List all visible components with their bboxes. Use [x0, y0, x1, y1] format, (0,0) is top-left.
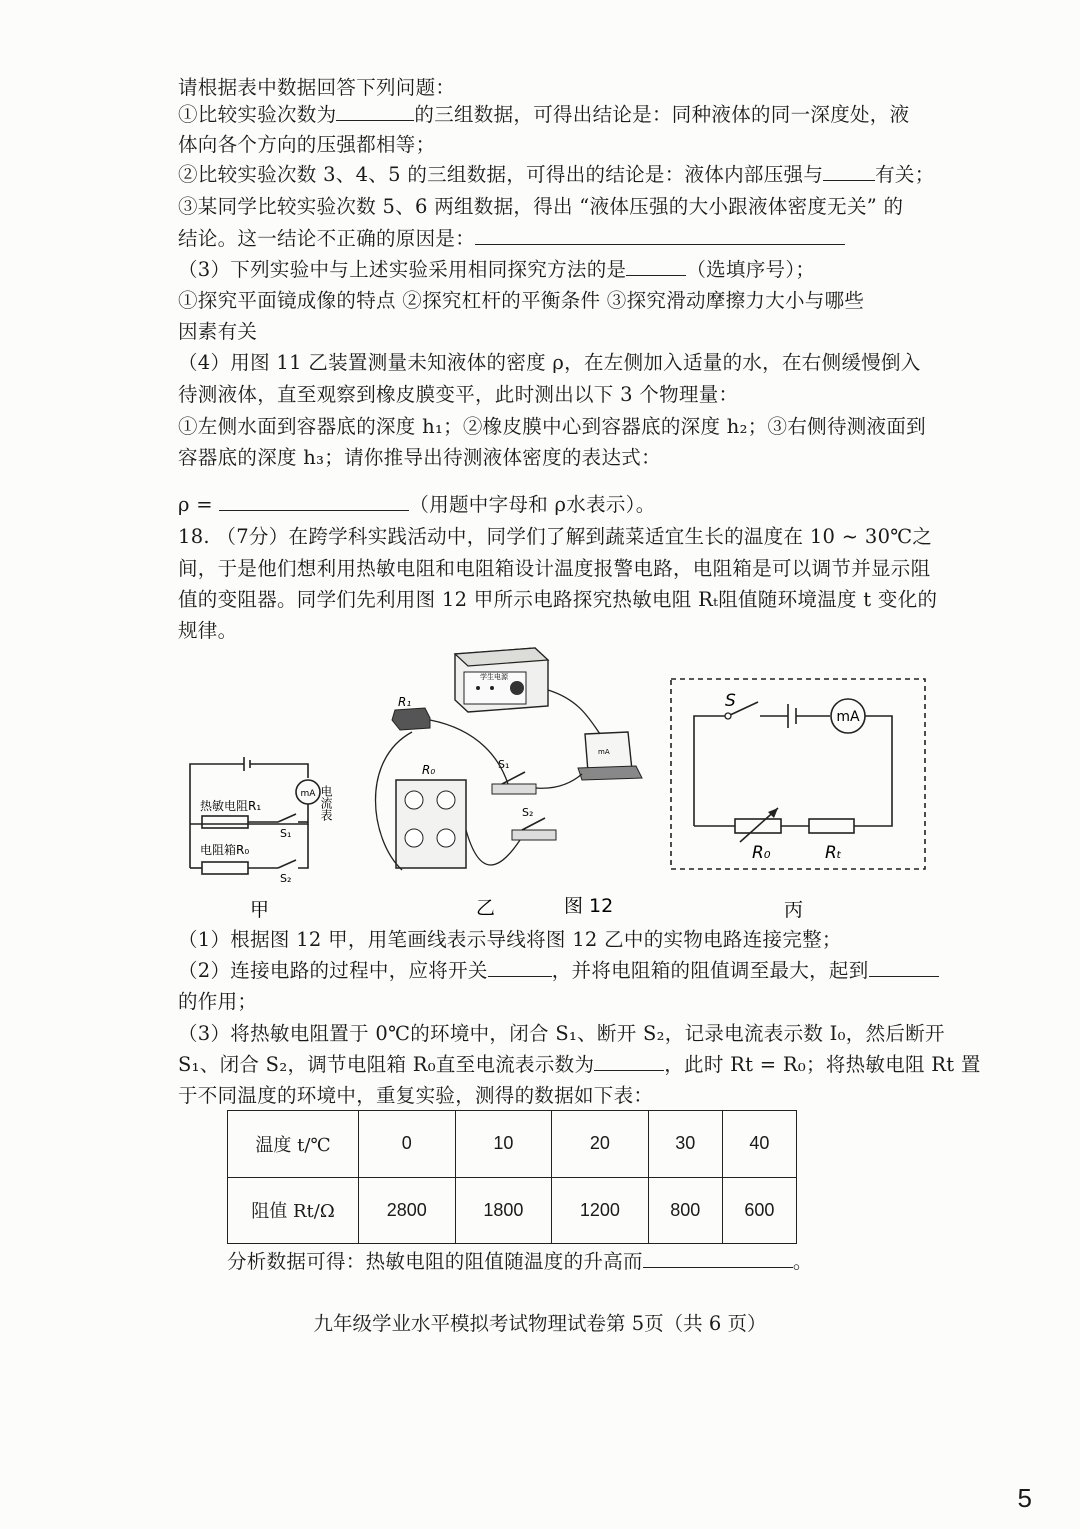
text-line: 的作用；: [178, 990, 258, 1013]
answer-blank[interactable]: [336, 104, 414, 121]
text-segment: ，并将电阻箱的阻值调至最大，起到: [551, 959, 869, 982]
text-line: （3）将热敏电阻置于 0℃的环境中，闭合 S₁、断开 S₂，记录电流表示数 I₀，然后断开: [178, 1022, 945, 1045]
meter-symbol: mA: [300, 789, 316, 799]
answer-blank[interactable]: [823, 164, 875, 181]
page-footer: 九年级学业水平模拟考试物理试卷第 5页（共 6 页）: [313, 1312, 767, 1335]
text-line: 规律。: [178, 619, 238, 642]
table-cell: 1200: [552, 1177, 649, 1244]
circuit-diagrams: [180, 640, 940, 930]
question-line: [227, 1248, 987, 1276]
text-line: 值的变阻器。同学们先利用图 12 甲所示电路探究热敏电阻 Rₜ阻值随环境温度 t 变化的: [178, 588, 938, 611]
text-line: ①左侧水面到容器底的深度 h₁；②橡皮膜中心到容器底的深度 h₂；③右侧待测液面到: [178, 415, 926, 438]
answer-blank[interactable]: [869, 960, 939, 977]
table-cell: 0: [359, 1111, 456, 1178]
question-line: [178, 1051, 981, 1079]
bing-meter: mA: [836, 709, 860, 725]
bing-switch-label: S: [725, 691, 736, 711]
text-line: 请根据表中数据回答下列问题：: [178, 76, 456, 99]
table-row-temperature: [228, 1111, 797, 1178]
text-segment: （用题中字母和 ρ水表示）。: [409, 493, 656, 516]
answer-blank[interactable]: [475, 228, 845, 245]
yi-s1-label: S₁: [498, 758, 510, 771]
text-line: （4）用图 11 乙装置测量未知液体的密度 ρ，在左侧加入适量的水，在右侧缓慢倒入: [178, 351, 921, 374]
text-segment: （2）连接电路的过程中，应将开关: [178, 959, 488, 982]
text-segment: 有关；: [875, 163, 935, 186]
question-line: [178, 957, 938, 985]
page-number: 5: [1017, 1483, 1032, 1513]
circuit-bing: [671, 679, 925, 869]
row-header: 阻值 Rt/Ω: [228, 1177, 359, 1244]
text-line: （1）根据图 12 甲，用笔画线表示导线将图 12 乙中的实物电路连接完整；: [178, 928, 842, 951]
text-line: ①探究平面镜成像的特点 ②探究杠杆的平衡条件 ③探究滑动摩擦力大小与哪些: [178, 289, 865, 312]
label-jia: 甲: [250, 899, 270, 921]
question-line: [178, 101, 938, 129]
answer-blank[interactable]: [626, 259, 686, 276]
switch-s1-label: S₁: [280, 827, 292, 840]
table-cell: 1800: [455, 1177, 552, 1244]
yi-s2-label: S₂: [522, 806, 534, 819]
resistance-temperature-table: [227, 1110, 797, 1244]
text-line: 待测液体，直至观察到橡皮膜变平，此时测出以下 3 个物理量：: [178, 383, 739, 406]
table-row-resistance: [228, 1177, 797, 1244]
text-line: 间，于是他们想利用热敏电阻和电阻箱设计温度报警电路，电阻箱是可以调节并显示阻: [178, 557, 931, 580]
bing-rt-label: Rₜ: [825, 843, 842, 863]
text-segment: （3）下列实验中与上述实验采用相同探究方法的是: [178, 258, 627, 281]
question-line: [178, 161, 938, 189]
thermistor-label: 热敏电阻R₁: [200, 799, 262, 813]
label-yi: 乙: [476, 897, 496, 919]
answer-blank[interactable]: [594, 1054, 664, 1071]
question-line: [178, 491, 938, 519]
answer-blank[interactable]: [219, 494, 409, 511]
rho-label: ρ =: [178, 493, 213, 516]
table-cell: 30: [648, 1111, 722, 1178]
resistance-box-label: 电阻箱R₀: [200, 843, 250, 857]
table-cell: 10: [455, 1111, 552, 1178]
apparatus-yi: [376, 648, 643, 870]
table-cell: 40: [722, 1111, 796, 1178]
row-header: 温度 t/℃: [228, 1111, 359, 1178]
table-cell: 800: [648, 1177, 722, 1244]
text-line: 容器底的深度 h₃；请你推导出待测液体密度的表达式：: [178, 446, 661, 469]
figure-caption: 图 12: [564, 895, 614, 917]
table-cell: 2800: [359, 1177, 456, 1244]
figure-12: [180, 640, 940, 930]
switch-s2-label: S₂: [280, 872, 292, 885]
text-segment: 结论。这一结论不正确的原因是：: [178, 227, 476, 250]
text-segment: ①比较实验次数为: [178, 103, 337, 126]
text-line: 体向各个方向的压强都相等；: [178, 133, 436, 156]
text-line: 于不同温度的环境中，重复实验，测得的数据如下表：: [178, 1084, 654, 1107]
text-segment: 的三组数据，可得出结论是：同种液体的同一深度处，液: [414, 103, 910, 126]
ammeter-label: 电流表: [319, 785, 333, 821]
text-segment: 分析数据可得：热敏电阻的阻值随温度的升高而: [227, 1250, 643, 1273]
r0-label: R₀: [422, 763, 436, 777]
answer-blank[interactable]: [488, 960, 552, 977]
text-segment: （选填序号）；: [686, 258, 816, 281]
text-line: ③某同学比较实验次数 5、6 两组数据，得出 “液体压强的大小跟液体密度无关” 的: [178, 195, 904, 218]
answer-blank[interactable]: [643, 1251, 793, 1268]
question-line: [178, 225, 938, 253]
text-segment: S₁、闭合 S₂，调节电阻箱 R₀直至电流表示数为: [178, 1053, 595, 1076]
label-bing: 丙: [784, 899, 804, 921]
bing-r0-label: R₀: [752, 843, 771, 863]
yi-meter-label: mA: [598, 748, 610, 756]
r1-label: R₁: [398, 695, 412, 709]
text-segment: 。: [792, 1250, 813, 1273]
table-cell: 20: [552, 1111, 649, 1178]
question-line: [178, 256, 938, 284]
table-cell: 600: [722, 1177, 796, 1244]
supply-label: 学生电源: [480, 673, 508, 681]
text-line: 因素有关: [178, 320, 258, 343]
text-segment: ②比较实验次数 3、4、5 的三组数据，可得出的结论是：液体内部压强与: [178, 163, 824, 186]
text-segment: ，此时 Rt = R₀；将热敏电阻 Rt 置: [664, 1053, 981, 1076]
text-line: 18. （7分）在跨学科实践活动中，同学们了解到蔬菜适宜生长的温度在 10 ~ 30℃之: [178, 525, 933, 548]
